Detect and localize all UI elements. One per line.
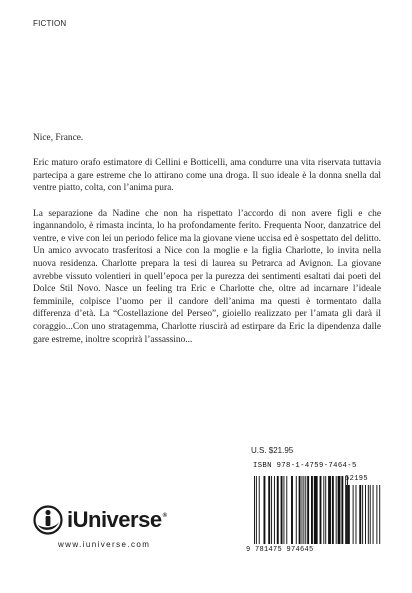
blurb-paragraph-2: La separazione da Nadine che non ha rispettato l’accordo di non avere figli e che ingannandolo, è rimasta incinta, lo ha profondamente ferito. Frequenta Noor, danzatrice del ventre, e vive con lei un periodo felice ma la giovane viene uccisa ed è sospettato del delitto. Un amico avvocato trasferitosi a Nice con la moglie e la figlia Charlotte, lo invita nella nuova residenza. Charlotte prepara la tesi di laurea su Petrarca ad Avignon. La giovane avrebbe vissuto volentieri in quell’epoca per la purezza dei sentimenti esaltati dai poeti del Dolce Stil Novo. Nasce un feeling tra Eric e Charlotte che, oltre ad incarnare l’ideale femminile, colpisce l’uomo per il candore dell’anima ma questi è tormentato dalla differenza d’età. La “Costellazione del Perseo”, gioiello realizzato per l’amata gli darà il coraggio...Con uno stratagemma, Charlotte riuscirà ad estirpare da Eric la dipendenza dalle gare estreme, inoltre scoprirà l’assassino... xyxy=(33,208,381,345)
barcode-bar xyxy=(328,476,331,544)
publisher-name-text: iUniverse xyxy=(67,507,162,532)
barcode-bar xyxy=(299,476,301,544)
barcode-bar xyxy=(283,476,284,544)
iuniverse-swoosh-icon xyxy=(33,505,63,535)
barcode-bar xyxy=(323,476,324,544)
barcode-bar xyxy=(314,476,318,544)
barcode-bar xyxy=(256,476,257,544)
barcode-bar xyxy=(362,485,363,544)
barcode-bar xyxy=(259,476,260,544)
barcode-bar xyxy=(379,485,380,544)
publisher-website: www.iuniverse.com xyxy=(58,540,151,549)
barcode-bar xyxy=(325,476,326,544)
barcode-bar xyxy=(368,485,369,544)
blurb-paragraph-1: Eric maturo orafo estimatore di Cellini e Botticelli, ama condurre una vita riservata tuttavia partecipa a gare estreme che lo attirano come una droga. Il suo ideale è la donna snella dal ventre piatto, colta, con l’anima pura. xyxy=(33,158,381,194)
barcode-bar xyxy=(365,485,366,544)
barcode-bar xyxy=(254,476,255,544)
barcode-bar xyxy=(356,485,357,544)
barcode-bar xyxy=(338,476,341,544)
book-blurb xyxy=(33,132,381,359)
barcode-bar xyxy=(336,476,337,544)
barcode-bar xyxy=(296,476,297,544)
blurb-place: Nice, France. xyxy=(33,133,84,143)
barcode-bar xyxy=(303,476,304,544)
barcode-bar xyxy=(274,476,275,544)
barcode-bar xyxy=(307,476,309,544)
barcode-bar xyxy=(291,476,293,544)
isbn-number: ISBN 978-1-4759-7464-5 xyxy=(253,462,357,470)
genre-label: FICTION xyxy=(33,19,67,28)
price-label: U.S. $21.95 xyxy=(251,446,294,455)
publisher-logo xyxy=(33,505,166,535)
publisher-name xyxy=(67,505,166,535)
price-code: 52195 xyxy=(345,475,369,483)
barcode-bar xyxy=(286,476,287,544)
barcode-bar xyxy=(359,485,361,544)
barcode-bar xyxy=(376,485,377,544)
barcode-bar xyxy=(305,476,306,544)
barcode-bar xyxy=(277,476,279,544)
barcode-bars-icon xyxy=(246,473,386,547)
barcode-bar xyxy=(353,485,354,544)
isbn-barcode xyxy=(246,462,386,572)
barcode-digits: 9 781475 974645 xyxy=(246,546,314,554)
barcode-bar xyxy=(341,476,343,544)
barcode-bar xyxy=(320,476,322,544)
barcode-bar xyxy=(268,476,270,544)
barcode-bar xyxy=(311,476,313,544)
barcode-bar xyxy=(271,476,272,544)
barcode-bar xyxy=(348,485,350,544)
barcode-bar xyxy=(281,476,283,544)
barcode-bar xyxy=(346,485,347,544)
barcode-bar xyxy=(373,485,374,544)
barcode-bar xyxy=(302,476,303,544)
registered-mark: ® xyxy=(162,513,167,519)
barcode-bar xyxy=(370,485,371,544)
barcode-bar xyxy=(264,476,266,544)
barcode-bar xyxy=(332,476,334,544)
